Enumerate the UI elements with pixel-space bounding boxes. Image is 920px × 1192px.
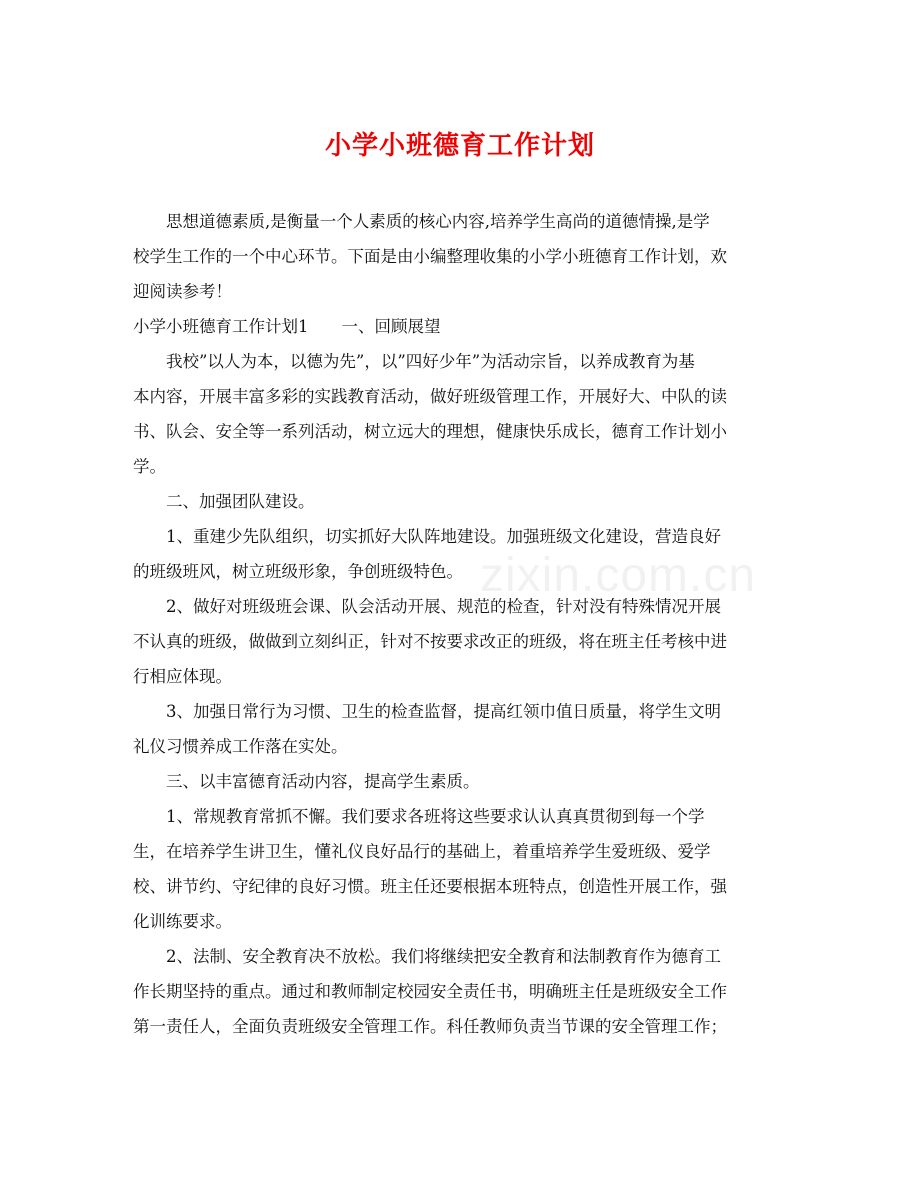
- document-title: 小学小班德育工作计划: [324, 131, 595, 161]
- body-line: 生，在培养学生讲卫生，懂礼仪良好品行的基础上，着重培养学生爱班级、爱学: [133, 842, 711, 861]
- body-line: 校、讲节约、守纪律的良好习惯。班主任还要根据本班特点，创造性开展工作，强: [133, 877, 727, 896]
- body-line: 化训练要求。: [133, 912, 232, 931]
- body-line: 本内容，开展丰富多彩的实践教育活动，做好班级管理工作，开展好大、中队的读: [133, 387, 727, 406]
- body-line: 礼仪习惯养成工作落在实处。: [133, 737, 348, 756]
- body-line: 行相应体现。: [133, 667, 232, 686]
- watermark: zixin.com.cn: [480, 549, 757, 602]
- body-line: 二、加强团队建设。: [133, 492, 315, 511]
- body-line: 我校”以人为本，以德为先”，以”四好少年”为活动宗旨，以养成教育为基: [133, 352, 695, 371]
- body-line: 学。: [133, 457, 166, 476]
- body-line: 3、加强日常行为习惯、卫生的检查监督，提高红领巾值日质量，将学生文明: [133, 702, 721, 721]
- body-line: 思想道德素质,是衡量一个人素质的核心内容,培养学生高尚的道德情操,是学: [133, 212, 710, 231]
- body-line: 2、法制、安全教育决不放松。我们将继续把安全教育和法制教育作为德育工: [133, 947, 721, 966]
- body-line: 1、重建少先队组织，切实抓好大队阵地建设。加强班级文化建设，营造良好: [133, 527, 721, 546]
- body-line: 书、队会、安全等一系列活动，树立远大的理想，健康快乐成长，德育工作计划小: [133, 422, 727, 441]
- body-line: 小学小班德育工作计划1 一、回顾展望: [133, 317, 441, 336]
- body-line: 作长期坚持的重点。通过和教师制定校园安全责任书，明确班主任是班级安全工作: [133, 982, 727, 1001]
- body-line: 三、以丰富德育活动内容，提高学生素质。: [133, 772, 480, 791]
- body-line: 的班级班风，树立班级形象，争创班级特色。: [133, 562, 463, 581]
- body-line: 1、常规教育常抓不懈。我们要求各班将这些要求认认真真贯彻到每一个学: [133, 807, 705, 826]
- body-line: 迎阅读参考！: [133, 282, 232, 301]
- body-line: 第一责任人，全面负责班级安全管理工作。科任教师负责当节课的安全管理工作；: [133, 1017, 727, 1036]
- body-line: 2、做好对班级班会课、队会活动开展、规范的检查，针对没有特殊情况开展: [133, 597, 721, 616]
- body-line: 校学生工作的一个中心环节。下面是由小编整理收集的小学小班德育工作计划，欢: [133, 247, 727, 266]
- document-body: [133, 204, 783, 1044]
- body-line: 不认真的班级，做做到立刻纠正，针对不按要求改正的班级，将在班主任考核中进: [133, 632, 727, 651]
